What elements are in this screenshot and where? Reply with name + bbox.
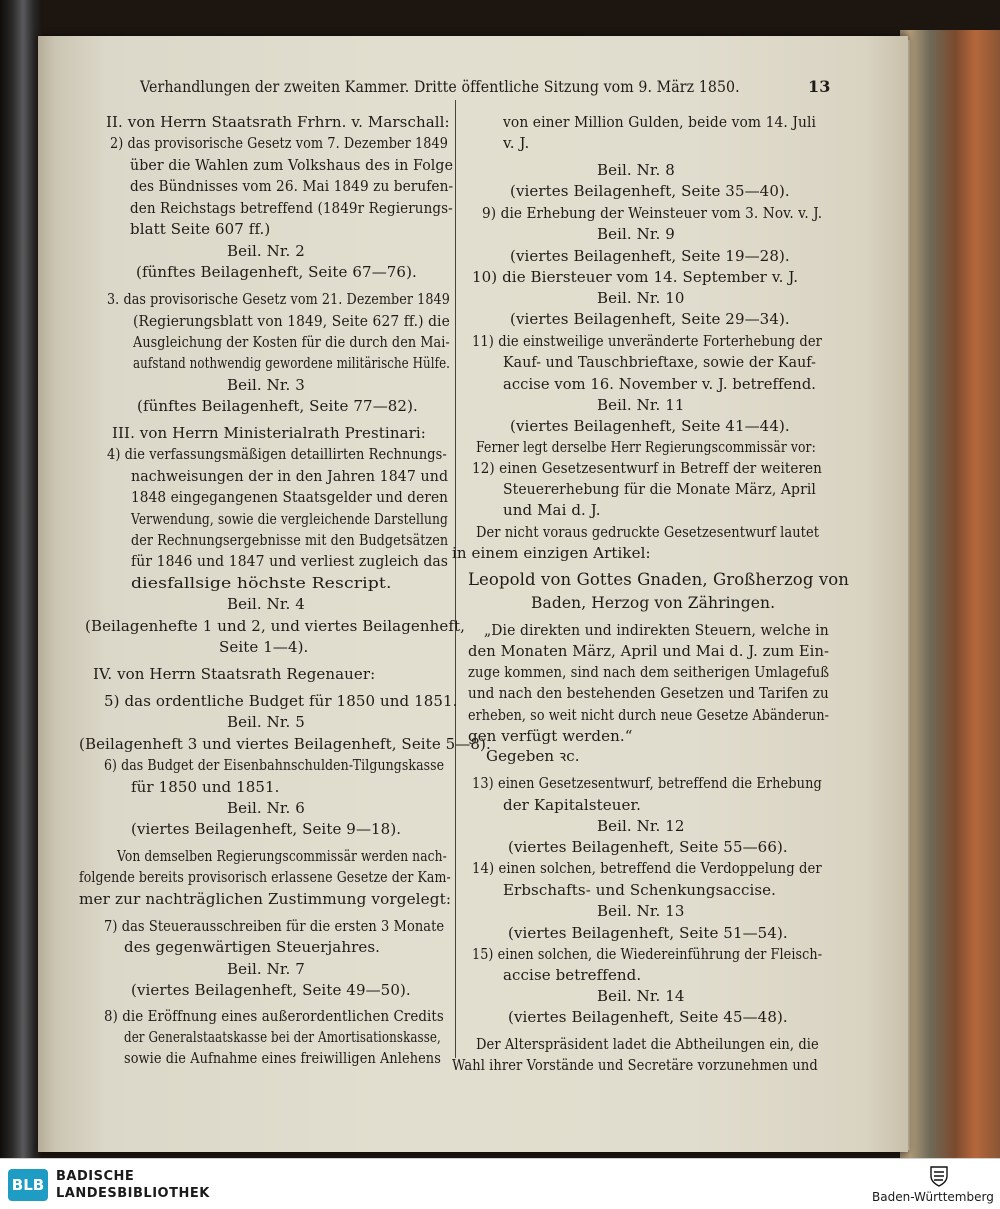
right-col-line: Erbschafts- und Schenkungsaccise. <box>503 881 776 899</box>
left-col-line: aufstand nothwendig gewordene militärische Hülfe. <box>133 354 451 372</box>
left-col-line: des Bündnisses vom 26. Mai 1849 zu berufen- <box>130 177 454 195</box>
left-col-line: für 1846 und 1847 und verliest zugleich das <box>131 552 449 570</box>
left-col-line: (fünftes Beilagenheft, Seite 67—76). <box>136 263 417 281</box>
left-col-line: (fünftes Beilagenheft, Seite 77—82). <box>137 397 418 415</box>
left-col-line: für 1850 und 1851. <box>131 778 280 796</box>
blb-logo[interactable]: BLB <box>8 1169 48 1201</box>
right-col-line: Kauf- und Tauschbrieftaxe, sowie der Kauf- <box>503 353 817 371</box>
right-col-line: von einer Million Gulden, beide vom 14. Juli <box>503 113 817 131</box>
left-col-line: der Generalstaatskasse bei der Amortisationskasse, <box>124 1028 441 1046</box>
left-col-line: (Regierungsblatt von 1849, Seite 627 ff.) die <box>133 312 450 330</box>
right-col-line: Beil. Nr. 9 <box>597 225 675 243</box>
right-col-line: v. J. <box>503 134 530 152</box>
right-col-line: Ferner legt derselbe Herr Regierungscommissär vor: <box>476 438 816 456</box>
right-col-line: (viertes Beilagenheft, Seite 35—40). <box>510 182 790 200</box>
left-col-line: Von demselben Regierungscommissär werden nach- <box>117 847 447 865</box>
right-col-line: accise vom 16. November v. J. betreffend. <box>503 375 817 393</box>
right-col-line: Beil. Nr. 10 <box>597 289 685 307</box>
page-number: 13 <box>808 77 831 96</box>
viewer-footer <box>0 1158 1000 1209</box>
left-col-line: (Beilagenhefte 1 und 2, und viertes Beilagenheft, <box>85 617 466 635</box>
left-col-line: den Reichstags betreffend (1849r Regierungs- <box>130 199 453 217</box>
left-col-line: der Rechnungsergebnisse mit den Budgetsätzen <box>131 531 449 549</box>
left-col-line: 6) das Budget der Eisenbahnschulden-Tilgungskasse <box>104 756 445 774</box>
right-col-line: Der nicht voraus gedruckte Gesetzesentwurf lautet <box>476 523 820 541</box>
left-col-line: Ausgleichung der Kosten für die durch den Mai- <box>133 333 450 351</box>
right-col-line: Beil. Nr. 13 <box>597 902 685 920</box>
right-col-line: Baden, Herzog von Zähringen. <box>531 594 776 612</box>
right-col-line: (viertes Beilagenheft, Seite 19—28). <box>510 247 790 265</box>
book-cover-edge <box>900 30 1000 1158</box>
left-col-line: (Beilagenheft 3 und viertes Beilagenheft, Seite 5—8). <box>79 735 491 753</box>
right-col-line: 12) einen Gesetzesentwurf in Betreff der weiteren <box>472 459 822 477</box>
left-col-line: IV. von Herrn Staatsrath Regenauer: <box>93 665 376 683</box>
right-col-line: (viertes Beilagenheft, Seite 55—66). <box>508 838 788 856</box>
left-col-line: diesfallsige höchste Rescript. <box>131 574 392 592</box>
right-col-line: 14) einen solchen, betreffend die Verdoppelung der <box>472 859 822 877</box>
left-col-line: (viertes Beilagenheft, Seite 49—50). <box>131 981 411 999</box>
right-col-line: Beil. Nr. 12 <box>597 817 685 835</box>
left-col-line: Verwendung, sowie die vergleichende Darstellung <box>131 510 448 528</box>
left-col-line: Beil. Nr. 6 <box>227 799 305 817</box>
book-spine <box>0 0 42 1158</box>
right-col-line: (viertes Beilagenheft, Seite 45—48). <box>508 1008 788 1026</box>
left-col-line: Beil. Nr. 2 <box>227 242 305 260</box>
right-col-line: Beil. Nr. 11 <box>597 396 685 414</box>
right-col-line: (viertes Beilagenheft, Seite 41—44). <box>510 417 790 435</box>
left-col-line: Beil. Nr. 4 <box>227 595 305 613</box>
left-col-line: 2) das provisorische Gesetz vom 7. Dezember 1849 <box>110 134 449 152</box>
left-col-line: III. von Herrn Ministerialrath Prestinari: <box>112 424 426 442</box>
right-col-line: den Monaten März, April und Mai d. J. zum Ein- <box>468 642 830 660</box>
right-col-line: Wahl ihrer Vorstände und Secretäre vorzunehmen und <box>452 1056 818 1074</box>
right-col-line: 13) einen Gesetzesentwurf, betreffend die Erhebung <box>472 774 822 792</box>
right-col-line: 15) einen solchen, die Wiedereinführung der Fleisch- <box>472 945 823 963</box>
left-col-line: des gegenwärtigen Steuerjahres. <box>124 938 381 956</box>
right-col-line: 9) die Erhebung der Weinsteuer vom 3. Nov. v. J. <box>482 204 823 222</box>
right-col-line: und nach den bestehenden Gesetzen und Tarifen zu <box>468 684 829 702</box>
library-name-line2: LANDESBIBLIOTHEK <box>56 1186 210 1201</box>
right-col-line: zuge kommen, sind nach dem seitherigen Umlagefuß <box>468 663 830 681</box>
left-col-line: 3. das provisorische Gesetz vom 21. Dezember 1849 <box>107 290 450 308</box>
left-col-line: sowie die Aufnahme eines freiwilligen Anlehens <box>124 1049 441 1067</box>
right-col-line: in einem einzigen Artikel: <box>452 544 651 562</box>
left-col-line: Beil. Nr. 5 <box>227 713 305 731</box>
left-col-line: 4) die verfassungsmäßigen detaillirten Rechnungs- <box>107 445 447 463</box>
left-col-line: über die Wahlen zum Volkshaus des in Folge <box>130 156 454 174</box>
left-col-line: Beil. Nr. 3 <box>227 376 305 394</box>
right-col-line: (viertes Beilagenheft, Seite 51—54). <box>508 924 788 942</box>
right-col-line: der Kapitalsteuer. <box>503 796 641 814</box>
right-col-line: Leopold von Gottes Gnaden, Großherzog von <box>468 570 850 589</box>
left-col-line: blatt Seite 607 ff.) <box>130 220 271 238</box>
running-title: Verhandlungen der zweiten Kammer. Dritte öffentliche Sitzung vom 9. März 1850. <box>140 78 740 96</box>
right-col-line: 11) die einstweilige unveränderte Forterhebung der <box>472 332 822 350</box>
library-name-line1: BADISCHE <box>56 1169 135 1184</box>
right-col-line: Beil. Nr. 8 <box>597 161 675 179</box>
right-col-line: 10) die Biersteuer vom 14. September v. J. <box>472 268 799 286</box>
left-col-line: 7) das Steuerausschreiben für die ersten 3 Monate <box>104 917 445 935</box>
right-col-line: Steuererhebung für die Monate März, April <box>503 480 816 498</box>
right-col-line: Gegeben ꝛc. <box>486 747 580 765</box>
left-col-line: II. von Herrn Staatsrath Frhrn. v. Marschall: <box>106 113 450 131</box>
right-col-line: gen verfügt werden.“ <box>468 727 633 745</box>
left-col-line: 1848 eingegangenen Staatsgelder und deren <box>131 488 449 506</box>
right-col-line: „Die direkten und indirekten Steuern, welche in <box>484 621 829 639</box>
right-col-line: erheben, so weit nicht durch neue Gesetze Abänderun- <box>468 706 830 724</box>
right-col-line: accise betreffend. <box>503 966 642 984</box>
left-col-line: mer zur nachträglichen Zustimmung vorgelegt: <box>79 890 452 908</box>
right-col-line: und Mai d. J. <box>503 501 601 519</box>
left-col-line: Beil. Nr. 7 <box>227 960 305 978</box>
left-col-line: (viertes Beilagenheft, Seite 9—18). <box>131 820 402 838</box>
state-logo-text: Baden-Württemberg <box>872 1190 994 1204</box>
column-divider <box>455 100 456 1058</box>
left-col-line: 5) das ordentliche Budget für 1850 und 1851. <box>104 692 458 710</box>
left-col-line: folgende bereits provisorisch erlassene Gesetze der Kam- <box>79 868 451 886</box>
left-col-line: Seite 1—4). <box>219 638 309 656</box>
right-col-line: (viertes Beilagenheft, Seite 29—34). <box>510 310 790 328</box>
right-col-line: Beil. Nr. 14 <box>597 987 685 1005</box>
left-col-line: 8) die Eröffnung eines außerordentlichen Credits <box>104 1007 444 1025</box>
right-col-line: Der Alterspräsident ladet die Abtheilungen ein, die <box>476 1035 819 1053</box>
left-col-line: nachweisungen der in den Jahren 1847 und <box>131 467 449 485</box>
coat-of-arms-icon <box>928 1165 950 1187</box>
